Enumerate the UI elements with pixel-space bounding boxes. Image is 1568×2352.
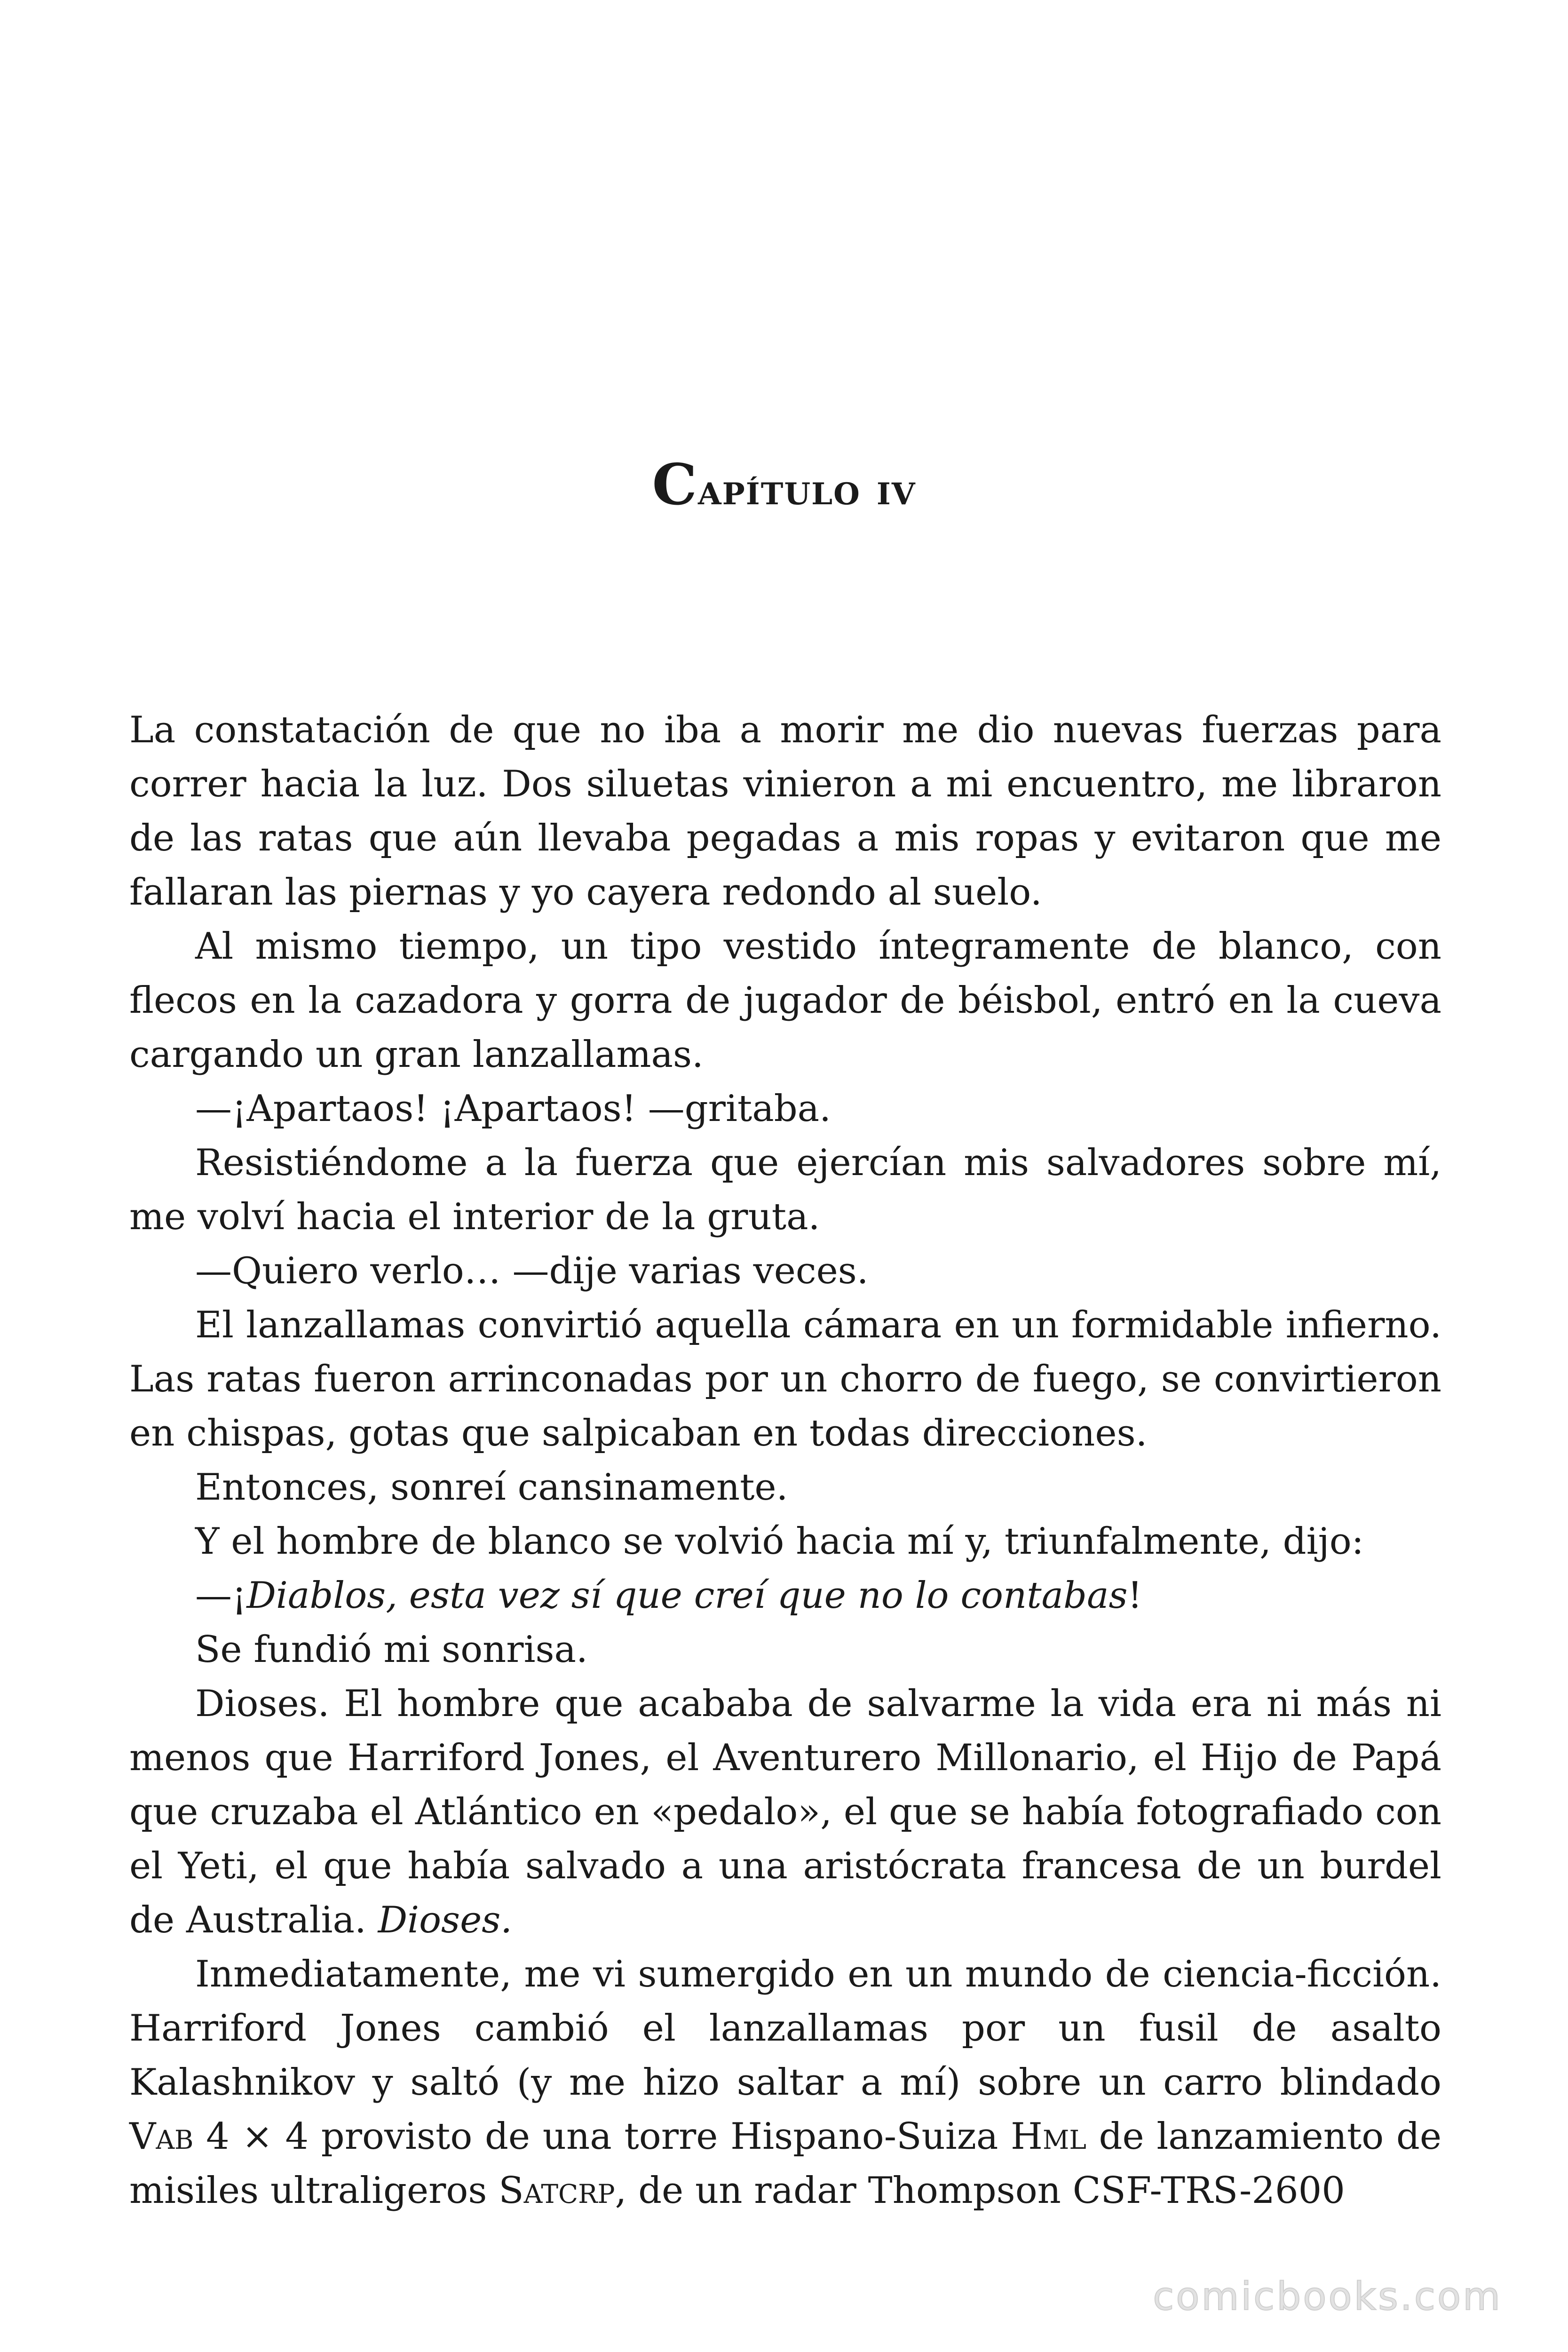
paragraph-italic: Dioses. [378, 1899, 513, 1941]
small-caps-term: Vab [129, 2115, 194, 2158]
chapter-body [129, 703, 1441, 2218]
small-caps-term: Hml [1011, 2115, 1086, 2158]
paragraph: Al mismo tiempo, un tipo vestido íntegramente de blanco, con flecos en la cazadora y gorra de jugador de béisbol, entró en la cueva cargando un gran lanzallamas. [129, 925, 1441, 1076]
paragraph [129, 1677, 1441, 1947]
dialogue-line [129, 1569, 1441, 1623]
paragraph-text: de lanzamiento de misiles ultraligeros [129, 2115, 1441, 2212]
dialogue-line: —Quiero verlo… —dije varias veces. [195, 1250, 869, 1292]
chapter-title-initial: C [652, 452, 698, 518]
paragraph: El lanzallamas convirtió aquella cámara en un formidable infierno. Las ratas fueron arrinconadas por un chorro de fuego, se convirtieron en chispas, gotas que salpicaban en todas direcciones. [129, 1304, 1441, 1454]
dialogue-dash: —¡ [195, 1574, 247, 1617]
paragraph: Y el hombre de blanco se volvió hacia mí y, triunfalmente, dijo: [195, 1520, 1364, 1563]
dialogue-line: —¡Apartaos! ¡Apartaos! —gritaba. [195, 1088, 831, 1130]
paragraph-text: Inmediatamente, me vi sumergido en un mundo de ciencia-ficción. Harriford Jones cambió el lanzallamas por un fusil de asalto Kalashnikov y saltó (y me hizo saltar a mí) sobre un carro blindado [129, 1953, 1441, 2104]
small-caps-term: Satcrp [499, 2169, 615, 2212]
paragraph: La constatación de que no iba a morir me dio nuevas fuerzas para correr hacia la luz. Dos siluetas vinieron a mi encuentro, me libraron de las ratas que aún llevaba pegadas a mis ropas y evitaron que me fallaran las piernas y yo cayera redondo al suelo. [129, 709, 1441, 914]
paragraph: Entonces, sonreí cansinamente. [195, 1466, 788, 1509]
paragraph-text: , de un radar Thompson CSF-TRS-2600 [615, 2169, 1345, 2212]
watermark: comicbooks.com [1153, 2274, 1502, 2319]
paragraph [129, 1947, 1441, 2218]
paragraph-text: 4 × 4 provisto de una torre Hispano-Suiza [193, 2115, 1011, 2158]
chapter-title-rest: apítulo iv [697, 464, 916, 515]
chapter-title [0, 452, 1568, 518]
paragraph: Se fundió mi sonrisa. [195, 1629, 588, 1671]
dialogue-italic: Diablos, esta vez sí que creí que no lo contabas [246, 1574, 1128, 1617]
paragraph: Resistiéndome a la fuerza que ejercían mis salvadores sobre mí, me volví hacia el interior de la gruta. [129, 1142, 1441, 1238]
paragraph-text: Dioses. El hombre que acababa de salvarme la vida era ni más ni menos que Harriford Jones, el Aventurero Millonario, el Hijo de Papá que cruzaba el Atlántico en «pedalo», el que se había fotografiado con el Yeti, el que había salvado a una aristócrata francesa de un burdel de Australia. [129, 1683, 1441, 1941]
dialogue-end: ! [1127, 1574, 1142, 1617]
